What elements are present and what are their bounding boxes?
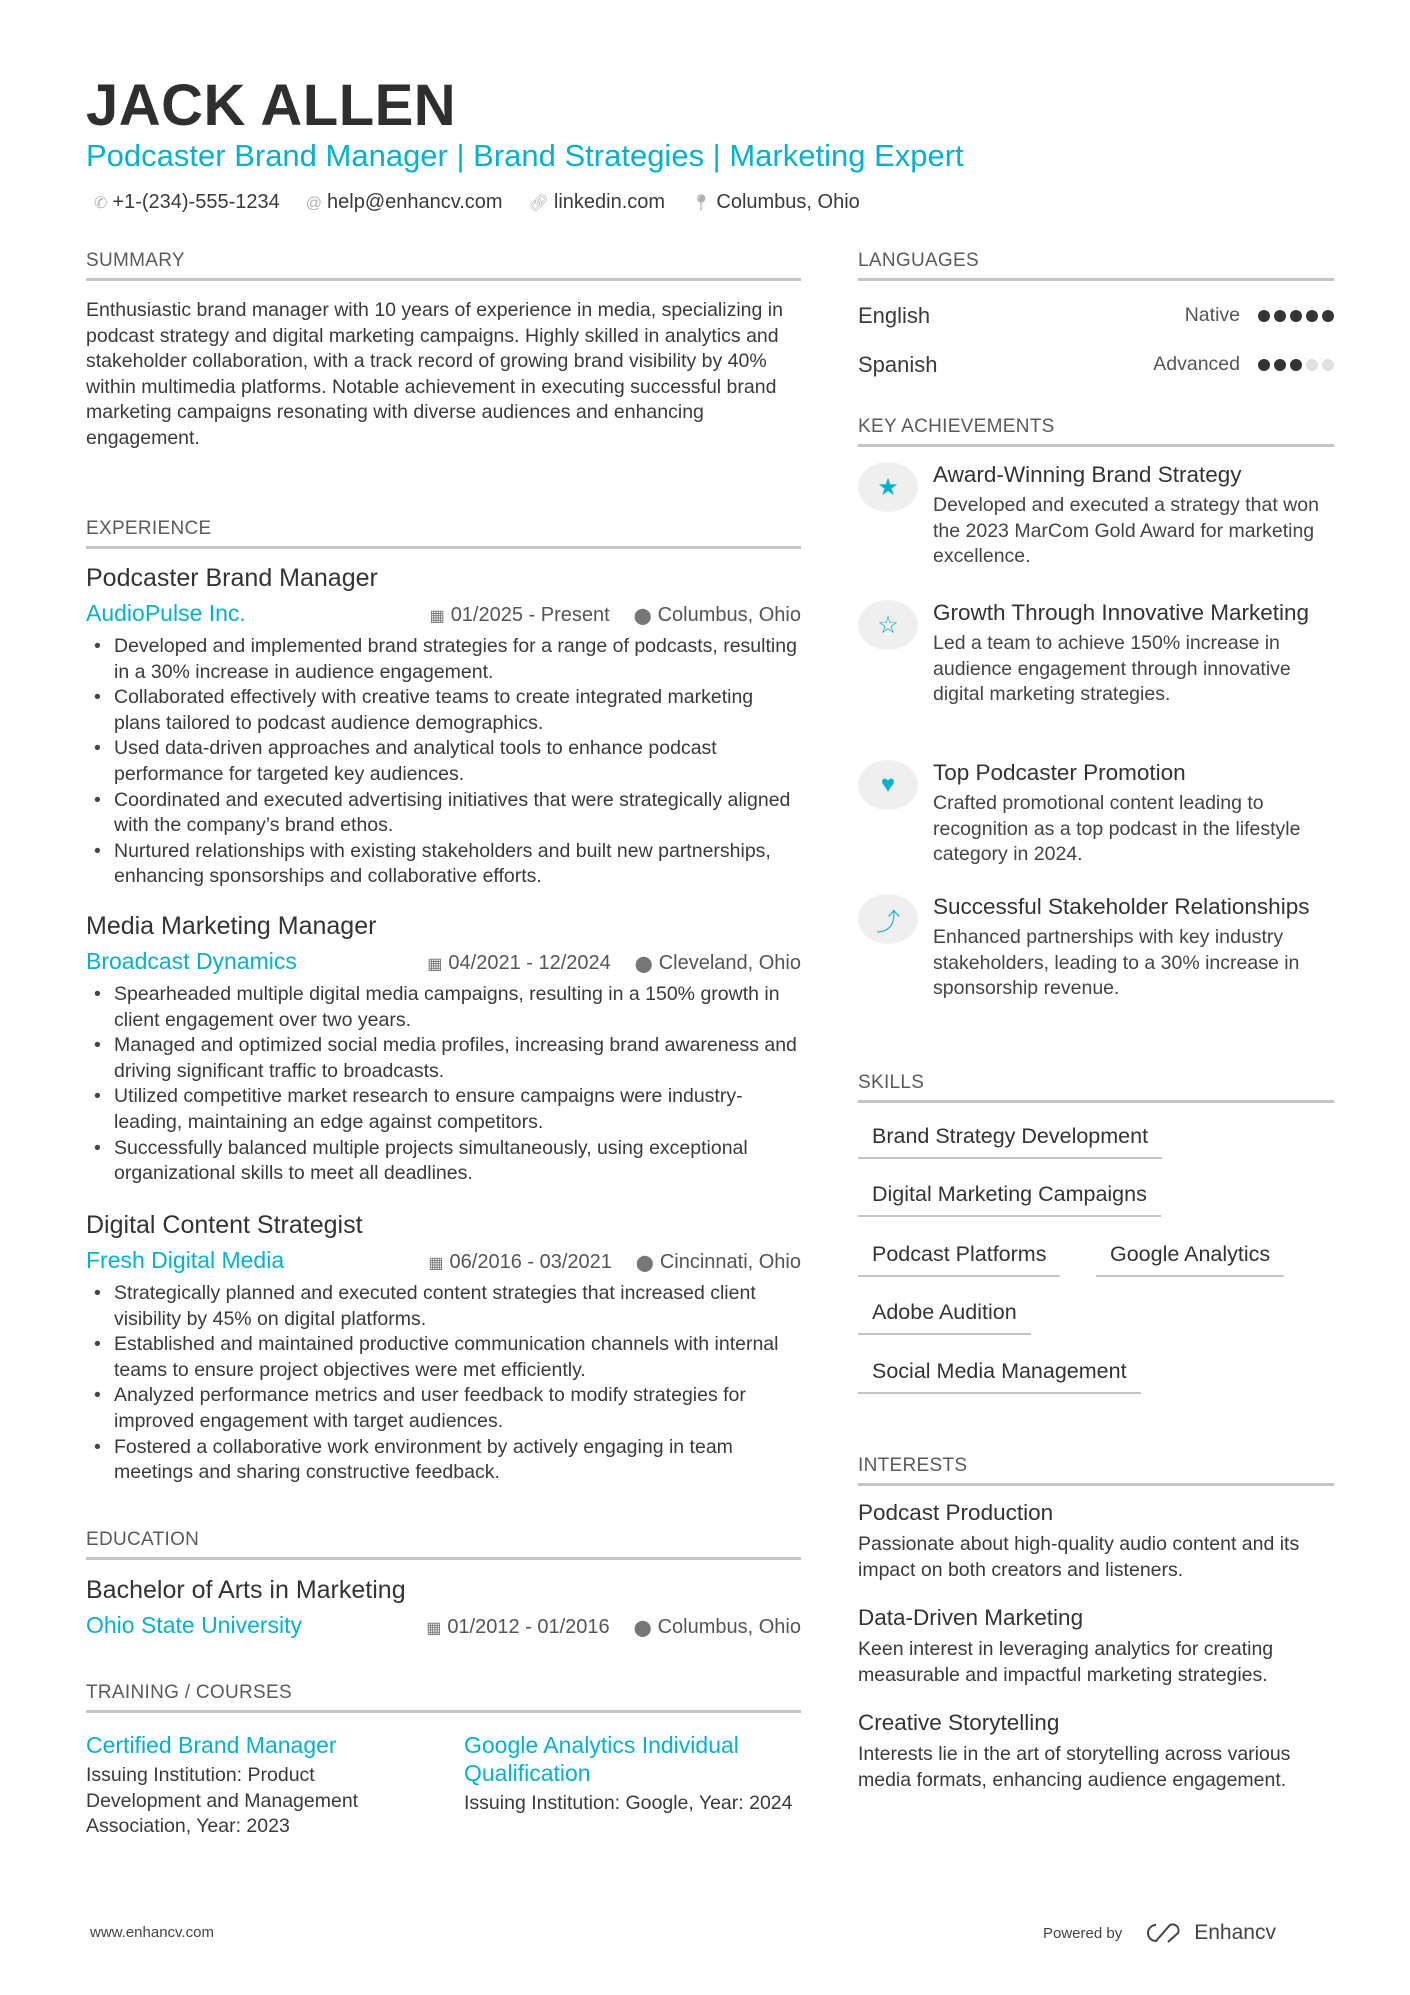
bullet-item: • Nurtured relationships with existing stakeholders and built new partnerships, enhancing sponsorships and collaborative efforts.	[86, 839, 801, 890]
section-heading: EXPERIENCE	[86, 518, 801, 549]
section-heading: INTERESTS	[858, 1455, 1334, 1486]
language-name: English	[858, 302, 931, 328]
job-title: Media Marketing Manager	[86, 912, 377, 940]
skill-tag: Adobe Audition	[858, 1300, 1031, 1335]
strategy-icon: ⤴	[858, 894, 918, 944]
location-pin-icon: ⬤	[635, 1255, 654, 1272]
dates-text: 01/2025 - Present	[450, 604, 610, 626]
section-heading: KEY ACHIEVEMENTS	[858, 416, 1334, 447]
language-level: Advanced	[1153, 353, 1240, 375]
achievement-item	[858, 758, 1334, 868]
language-rating	[1258, 310, 1334, 322]
experience-section	[86, 518, 801, 549]
interest-title: Creative Storytelling	[858, 1710, 1060, 1736]
bullet-item: • Analyzed performance metrics and user feedback to modify strategies for improved engagement with target audiences.	[86, 1383, 801, 1434]
summary-text: Enthusiastic brand manager with 10 years of experience in media, specializing in podcast strategy and digital marketing campaigns. Highly skilled in analytics and stakeholder collaboration, with a track record of growing brand visibility by 40% within multimedia platforms. Notable achievement in executing successful brand marketing campaigns resonating with diverse audiences and enhancing engagement.	[86, 299, 783, 449]
bullet-item: • Established and maintained productive communication channels with internal teams to ensure project objectives were met efficiently.	[86, 1332, 801, 1383]
course-item	[464, 1731, 801, 1840]
rating-dot	[1322, 310, 1334, 322]
bullet-item: • Collaborated effectively with creative teams to create integrated marketing plans tailored to podcast audience demographics.	[86, 685, 801, 736]
achievement-item	[858, 460, 1334, 570]
location-text: Cincinnati, Ohio	[659, 1251, 801, 1273]
location-text: Columbus, Ohio	[657, 1616, 801, 1638]
language-level: Native	[1184, 304, 1240, 326]
achievement-desc: Crafted promotional content leading to recognition as a top podcast in the lifestyle category in 2024.	[933, 792, 1301, 866]
contact-bar	[94, 191, 860, 214]
dates-text: 06/2016 - 03/2021	[449, 1251, 612, 1273]
section-heading: LANGUAGES	[858, 250, 1334, 281]
achievement-title: Award-Winning Brand Strategy	[933, 462, 1242, 487]
job-location	[634, 600, 801, 632]
footer-branding	[1043, 1921, 1276, 1945]
job-location	[636, 1247, 801, 1279]
candidate-headline: Podcaster Brand Manager | Brand Strategies | Marketing Expert	[86, 138, 964, 173]
enhancv-wordmark: Enhancv	[1194, 1921, 1276, 1944]
bullet-item: • Strategically planned and executed content strategies that increased client visibility by 45% on digital platforms.	[86, 1281, 801, 1332]
rating-dot	[1306, 310, 1318, 322]
job-entry	[86, 562, 801, 890]
location-pin-icon: ⬤	[634, 956, 653, 973]
job-dates	[430, 600, 610, 632]
location-pin-icon: ⬤	[633, 1620, 652, 1637]
education-section	[86, 1529, 801, 1644]
rating-dot	[1258, 359, 1270, 371]
interest-item	[858, 1603, 1334, 1688]
bullet-item: • Successfully balanced multiple projects simultaneously, using exceptional organizational skills to meet all deadlines.	[86, 1136, 801, 1187]
degree: Bachelor of Arts in Marketing	[86, 1576, 406, 1604]
languages-section	[858, 250, 1334, 389]
education-meta	[426, 1612, 801, 1644]
heart-icon: ♥	[858, 760, 918, 810]
job-title: Digital Content Strategist	[86, 1211, 363, 1239]
job-meta	[427, 948, 801, 980]
link-icon: 🔗︎	[528, 195, 549, 212]
footer-website[interactable]: www.enhancv.com	[90, 1924, 214, 1941]
summary-section	[86, 250, 801, 452]
job-meta-row	[86, 1245, 801, 1279]
interest-item	[858, 1708, 1334, 1793]
location-pin-icon: ⬤	[633, 608, 652, 625]
course-item	[86, 1731, 464, 1840]
training-section	[86, 1682, 801, 1840]
skill-tag: Digital Marketing Campaigns	[858, 1182, 1161, 1217]
location-pin-icon: 📍︎	[691, 195, 712, 212]
achievement-title: Top Podcaster Promotion	[933, 760, 1186, 785]
job-dates	[427, 948, 611, 980]
interest-desc: Interests lie in the art of storytelling across various media formats, enhancing audience engagement.	[858, 1743, 1291, 1791]
skill-tag: Podcast Platforms	[858, 1242, 1060, 1277]
job-entry	[86, 910, 801, 1187]
interest-title: Podcast Production	[858, 1500, 1054, 1525]
bullet-item: • Managed and optimized social media profiles, increasing brand awareness and driving significant traffic to broadcasts.	[86, 1033, 801, 1084]
job-title: Podcaster Brand Manager	[86, 564, 378, 592]
achievement-item	[858, 598, 1334, 708]
rating-dot	[1322, 359, 1334, 371]
achievement-desc: Developed and executed a strategy that won the 2023 MarCom Gold Award for marketing excellence.	[933, 494, 1319, 568]
course-title: Certified Brand Manager	[86, 1732, 337, 1758]
job-bullets	[86, 634, 801, 890]
course-desc: Issuing Institution: Product Development and Management Association, Year: 2023	[86, 1764, 359, 1838]
achievement-title: Growth Through Innovative Marketing	[933, 600, 1310, 625]
candidate-name: JACK ALLEN	[86, 73, 457, 138]
at-icon: @	[305, 195, 322, 212]
contact-linkedin[interactable]	[529, 191, 665, 214]
rating-dot	[1274, 359, 1286, 371]
location-text: Columbus, Ohio	[657, 604, 801, 626]
calendar-icon: ▦	[428, 1255, 444, 1272]
calendar-icon: ▦	[429, 608, 445, 625]
interest-title: Data-Driven Marketing	[858, 1605, 1084, 1631]
bullet-item: • Spearheaded multiple digital media campaigns, resulting in a 150% growth in client engagement over two years.	[86, 982, 801, 1033]
course-desc: Issuing Institution: Google, Year: 2024	[464, 1792, 793, 1814]
achievement-desc: Led a team to achieve 150% increase in audience engagement through innovative digital marketing strategies.	[933, 632, 1291, 706]
section-heading: SUMMARY	[86, 250, 801, 281]
powered-by-text: Powered by	[1043, 1924, 1123, 1942]
interest-desc: Keen interest in leveraging analytics for creating measurable and impactful marketing strategies.	[858, 1638, 1274, 1686]
school-name: Ohio State University	[86, 1612, 303, 1638]
calendar-icon: ▦	[427, 956, 443, 973]
achievements-section	[858, 416, 1334, 447]
contact-email[interactable]	[306, 191, 503, 214]
location-text: Cleveland, Ohio	[658, 952, 801, 974]
email-text[interactable]: help@enhancv.com	[327, 191, 503, 213]
company-name: AudioPulse Inc.	[86, 600, 246, 626]
star-outline-icon: ☆	[858, 600, 918, 650]
job-bullets	[86, 1281, 801, 1486]
job-meta-row	[86, 598, 801, 632]
job-entry	[86, 1209, 801, 1486]
achievement-item	[858, 892, 1334, 1002]
contact-location	[691, 191, 860, 214]
company-name: Broadcast Dynamics	[86, 948, 297, 974]
achievement-desc: Enhanced partnerships with key industry stakeholders, leading to a 30% increase in sponsorship revenue.	[933, 926, 1300, 1000]
phone-icon: ✆	[94, 195, 108, 212]
skill-tag: Social Media Management	[858, 1359, 1141, 1394]
phone-text: +1-(234)-555-1234	[112, 191, 280, 213]
rating-dot	[1290, 359, 1302, 371]
enhancv-logo-icon	[1142, 1921, 1186, 1945]
dates-text: 04/2021 - 12/2024	[448, 952, 611, 974]
bullet-item: • Developed and implemented brand strategies for a range of podcasts, resulting in a 30% increase in audience engagement.	[86, 634, 801, 685]
interests-section	[858, 1455, 1334, 1814]
enhancv-logo	[1142, 1921, 1276, 1945]
location-text: Columbus, Ohio	[716, 191, 860, 213]
rating-dot	[1258, 310, 1270, 322]
interest-item	[858, 1498, 1334, 1583]
interest-desc: Passionate about high-quality audio content and its impact on both creators and listeners.	[858, 1533, 1300, 1581]
bullet-item: • Coordinated and executed advertising initiatives that were strategically aligned with the company’s brand ethos.	[86, 788, 801, 839]
bullet-item: • Used data-driven approaches and analytical tools to enhance podcast performance for targeted key audiences.	[86, 736, 801, 787]
achievement-title: Successful Stakeholder Relationships	[933, 894, 1310, 919]
language-name: Spanish	[858, 351, 938, 377]
education-location	[634, 1612, 801, 1644]
section-heading: SKILLS	[858, 1072, 1334, 1103]
skill-tag: Google Analytics	[1096, 1242, 1284, 1277]
star-half-icon: ★	[858, 462, 918, 512]
education-dates	[426, 1612, 610, 1644]
company-name: Fresh Digital Media	[86, 1247, 285, 1273]
skills-section	[858, 1072, 1334, 1103]
language-item	[858, 340, 1334, 389]
course-title: Google Analytics Individual Qualification	[464, 1732, 739, 1786]
bullet-item: • Utilized competitive market research to ensure campaigns were industry-leading, maintaining an edge against competitors.	[86, 1084, 801, 1135]
section-heading: EDUCATION	[86, 1529, 801, 1560]
job-bullets	[86, 982, 801, 1187]
language-item	[858, 291, 1334, 340]
job-meta	[428, 1247, 801, 1279]
job-dates	[428, 1247, 612, 1279]
job-meta	[430, 600, 801, 632]
rating-dot	[1274, 310, 1286, 322]
dates-text: 01/2012 - 01/2016	[447, 1616, 610, 1638]
linkedin-text[interactable]: linkedin.com	[553, 191, 666, 213]
section-heading: TRAINING / COURSES	[86, 1682, 801, 1713]
skill-tag: Brand Strategy Development	[858, 1124, 1162, 1159]
rating-dot	[1290, 310, 1302, 322]
bullet-item: • Fostered a collaborative work environment by actively engaging in team meetings and sharing constructive feedback.	[86, 1435, 801, 1486]
job-meta-row	[86, 946, 801, 980]
rating-dot	[1306, 359, 1318, 371]
language-rating	[1258, 359, 1334, 371]
calendar-icon: ▦	[426, 1620, 442, 1637]
contact-phone	[94, 191, 280, 214]
job-location	[635, 948, 801, 980]
